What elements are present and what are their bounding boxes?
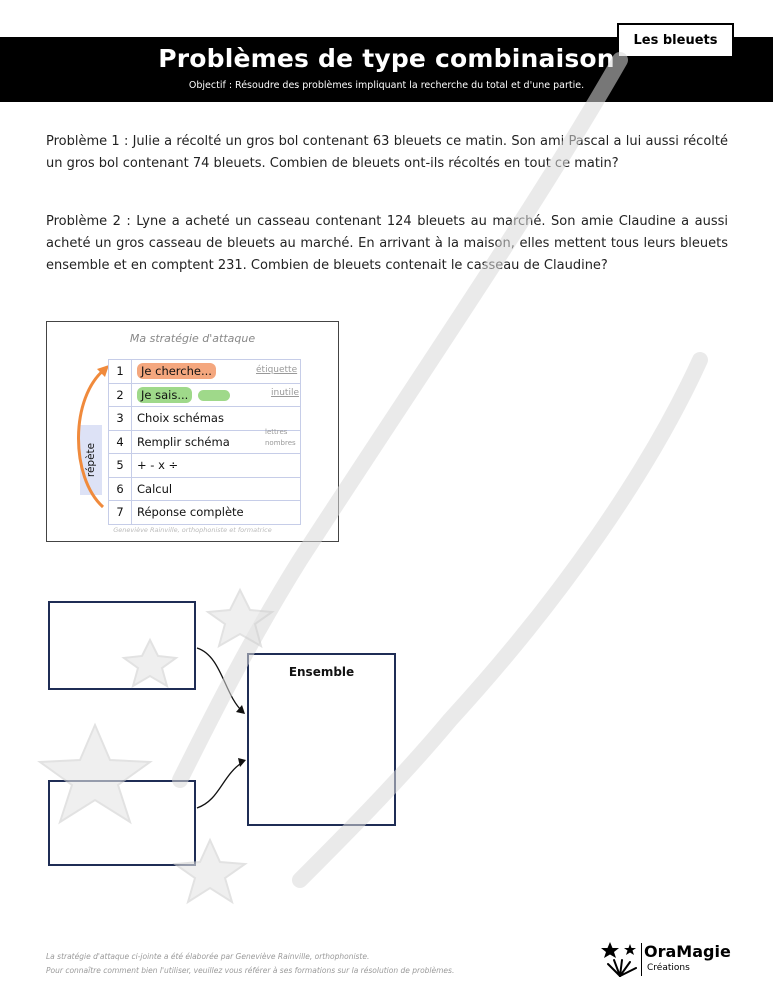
step-number: 1	[109, 360, 132, 384]
fireworks-icon	[600, 940, 640, 978]
logo-divider	[641, 943, 642, 976]
page-title: Problèmes de type combinaison	[158, 44, 615, 73]
step-label: Réponse complète	[132, 501, 301, 525]
problem-1: Problème 1 : Julie a récolté un gros bol contenant 63 bleuets ce matin. Son ami Pascal a lui aussi récolté un gros bol contenant 74 bleuets. Combien de bleuets ont-ils récoltés en tout ce matin?	[46, 134, 728, 171]
hint-etiquette: étiquette	[256, 365, 298, 375]
strategy-step	[109, 407, 301, 431]
problem-2: Problème 2 : Lyne a acheté un casseau contenant 124 bleuets au marché. Son amie Claudine a aussi acheté un gros casseau de bleuets au marché. En arrivant à la maison, elles mettent tous leurs bleuets ensemble et en comptent 231. Combien de bleuets contenait le casseau de Claudine?	[46, 214, 728, 273]
footer-note	[46, 950, 454, 978]
strategy-title: Ma stratégie d'attaque	[129, 332, 256, 345]
step-number: 3	[109, 407, 132, 431]
footer-line-2: Pour connaître comment bien l'utiliser, veuillez vous référer à ses formations sur la résolution de problèmes.	[46, 966, 455, 975]
ensemble-label: Ensemble	[288, 665, 355, 679]
step-label: Choix schémas	[132, 407, 301, 431]
logo-name: OraMagie	[644, 942, 731, 961]
hint-inutile: inutile	[271, 388, 299, 398]
step-label: Je sais...	[137, 387, 192, 403]
footer-line-1: La stratégie d'attaque ci-jointe a été élaborée par Geneviève Rainville, orthophoniste.	[46, 952, 370, 961]
strategy-credit: Geneviève Rainville, orthophoniste et formatrice	[113, 526, 272, 534]
step-label: + - x ÷	[132, 454, 301, 478]
ensemble-box	[247, 653, 396, 826]
step-number: 4	[109, 430, 132, 454]
highlight-mark	[198, 390, 230, 401]
step-label: Calcul	[132, 477, 301, 501]
oramagie-logo	[600, 938, 740, 980]
strategy-step	[109, 477, 301, 501]
hint-lettres: lettres	[265, 428, 288, 436]
step-number: 6	[109, 477, 132, 501]
step-label: Je cherche...	[137, 363, 216, 379]
step-label: Remplir schéma	[132, 430, 301, 454]
strategy-step	[109, 501, 301, 525]
part-box-1	[48, 601, 196, 690]
strategy-card	[46, 321, 339, 542]
theme-tag: Les bleuets	[617, 23, 734, 58]
part-box-2	[48, 780, 196, 866]
logo-sub: Créations	[647, 963, 690, 973]
step-number: 7	[109, 501, 132, 525]
objective-text: Objectif : Résoudre des problèmes impliquant la recherche du total et d'une partie.	[188, 80, 585, 91]
step-number: 5	[109, 454, 132, 478]
strategy-step	[109, 454, 301, 478]
repeat-label: répète	[85, 442, 97, 478]
hint-nombres: nombres	[265, 439, 296, 447]
step-number: 2	[109, 383, 132, 407]
